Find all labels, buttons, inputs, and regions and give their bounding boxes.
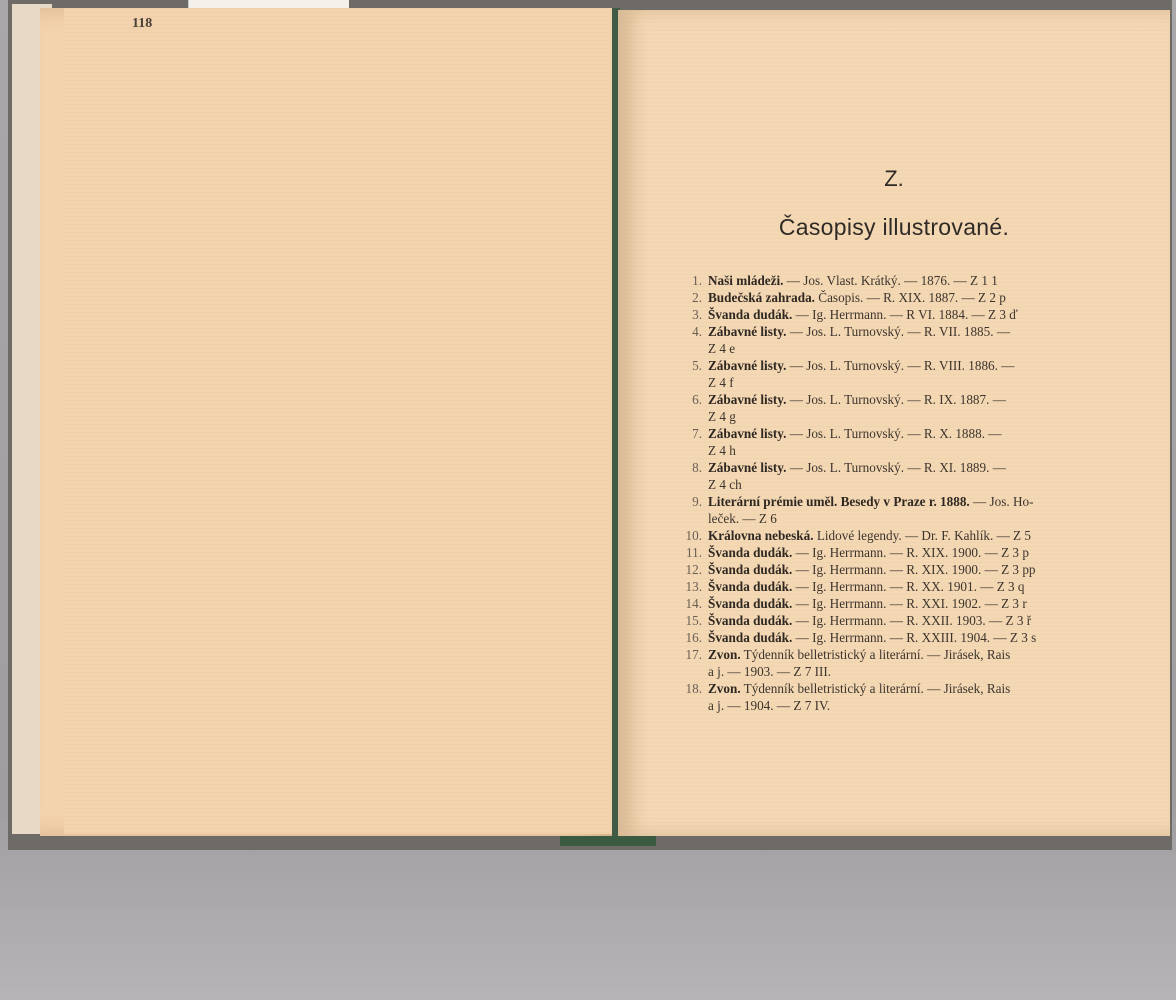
entry-title: Zábavné listy. xyxy=(708,426,787,441)
entry-number: 11. xyxy=(686,545,702,560)
entry-continuation: Z 4 e xyxy=(708,341,736,356)
entry-body xyxy=(708,357,1140,391)
entry-body xyxy=(708,578,1140,595)
list-item xyxy=(670,357,1140,391)
entry-title: Zábavné listy. xyxy=(708,460,787,475)
entry-number: 16. xyxy=(685,630,702,645)
list-item xyxy=(670,272,1140,289)
list-item xyxy=(670,629,1140,646)
list-item xyxy=(670,595,1140,612)
left-page xyxy=(64,8,614,834)
entry-continuation: a j. — 1904. — Z 7 IV. xyxy=(708,698,831,713)
entry-details: Týdenník belletristický a literární. — Jirásek, Rais xyxy=(740,647,1011,662)
section-letter: Z. xyxy=(884,166,904,191)
entry-details: — Ig. Herrmann. — R. XXI. 1902. — Z 3 r xyxy=(792,596,1027,611)
list-item xyxy=(670,612,1140,629)
list-item xyxy=(670,459,1140,493)
entry-details: — Jos. L. Turnovský. — R. XI. 1889. — xyxy=(786,460,1006,475)
entry-title: Švanda dudák. xyxy=(708,307,793,322)
entry-title: Zvon. xyxy=(708,681,741,696)
list-item xyxy=(670,425,1140,459)
entry-title: Švanda dudák. xyxy=(708,613,793,628)
page-number: 118 xyxy=(132,16,153,31)
entry-body xyxy=(708,680,1140,714)
spine-bottom xyxy=(560,836,656,846)
entry-details: — Jos. L. Turnovský. — R. X. 1888. — xyxy=(786,426,1002,441)
entry-details: — Ig. Herrmann. — R. XX. 1901. — Z 3 q xyxy=(792,579,1025,594)
entry-number: 8. xyxy=(692,460,702,475)
section-title: Časopisy illustrované. xyxy=(778,214,1010,240)
entry-continuation: Z 4 ch xyxy=(708,477,742,492)
entry-line xyxy=(708,306,1140,323)
entry-title: Zábavné listy. xyxy=(708,392,787,407)
entry-body xyxy=(708,561,1140,578)
entry-title: Zvon. xyxy=(708,647,741,662)
entry-continuation: Z 4 f xyxy=(708,375,734,390)
list-item xyxy=(670,493,1140,527)
entry-title: Švanda dudák. xyxy=(708,579,793,594)
entry-continuation: Z 4 g xyxy=(708,409,736,424)
entry-line xyxy=(708,561,1140,578)
entry-details: — Ig. Herrmann. — R VI. 1884. — Z 3 ď xyxy=(792,307,1018,322)
list-item xyxy=(670,561,1140,578)
list-item xyxy=(670,306,1140,323)
entry-body xyxy=(708,527,1140,544)
entry-body xyxy=(708,459,1140,493)
list-item xyxy=(670,289,1140,306)
entry-line xyxy=(708,357,1140,374)
entry-number: 4. xyxy=(692,324,702,339)
entry-line xyxy=(708,646,1140,663)
entry-continuation: leček. — Z 6 xyxy=(708,511,777,526)
entry-body xyxy=(708,272,1140,289)
entry-title: Švanda dudák. xyxy=(708,562,793,577)
list-item xyxy=(670,680,1140,714)
entry-number: 9. xyxy=(692,494,702,509)
entry-line xyxy=(708,527,1140,544)
list-item xyxy=(670,527,1140,544)
entry-line xyxy=(708,595,1140,612)
list-item xyxy=(670,544,1140,561)
entry-body xyxy=(708,306,1140,323)
entry-line xyxy=(708,578,1140,595)
entry-body xyxy=(708,595,1140,612)
entry-number: 2. xyxy=(692,290,702,305)
entry-title: Zábavné listy. xyxy=(708,358,787,373)
list-item xyxy=(670,578,1140,595)
entry-title: Zábavné listy. xyxy=(708,324,787,339)
entry-title: Švanda dudák. xyxy=(708,545,793,560)
entry-body xyxy=(708,629,1140,646)
entry-number: 14. xyxy=(685,596,702,611)
entry-line xyxy=(708,629,1140,646)
entry-number: 7. xyxy=(692,426,702,441)
entry-continuation: Z 4 h xyxy=(708,443,736,458)
entry-title: Budečská zahrada. xyxy=(708,290,815,305)
list-item xyxy=(670,646,1140,680)
entry-details: — Jos. L. Turnovský. — R. VII. 1885. — xyxy=(786,324,1011,339)
entry-number: 3. xyxy=(692,307,702,322)
entry-details: — Jos. L. Turnovský. — R. IX. 1887. — xyxy=(786,392,1006,407)
entry-number: 10. xyxy=(685,528,702,543)
entry-line xyxy=(708,680,1140,697)
entry-number: 17. xyxy=(685,647,702,662)
right-page xyxy=(618,10,1170,836)
entry-line xyxy=(708,459,1140,476)
entry-details: Časopis. — R. XIX. 1887. — Z 2 p xyxy=(814,290,1006,305)
entry-title: Královna nebeská. xyxy=(708,528,814,543)
entry-line xyxy=(708,544,1140,561)
entry-list xyxy=(670,272,1140,714)
list-item xyxy=(670,391,1140,425)
entry-body xyxy=(708,646,1140,680)
entry-body xyxy=(708,544,1140,561)
entry-details: Lidové legendy. — Dr. F. Kahlík. — Z 5 xyxy=(813,528,1031,543)
entry-body xyxy=(708,612,1140,629)
entry-line xyxy=(708,612,1140,629)
entry-body xyxy=(708,323,1140,357)
entry-line xyxy=(708,493,1140,510)
entry-details: — Ig. Herrmann. — R. XIX. 1900. — Z 3 p xyxy=(792,545,1029,560)
entry-details: — Ig. Herrmann. — R. XXIII. 1904. — Z 3 s xyxy=(792,630,1037,645)
entry-line xyxy=(708,289,1140,306)
entry-details: — Jos. Vlast. Krátký. — 1876. — Z 1 1 xyxy=(783,273,998,288)
entry-body xyxy=(708,391,1140,425)
entry-body xyxy=(708,289,1140,306)
entry-details: — Ig. Herrmann. — R. XXII. 1903. — Z 3 ř xyxy=(792,613,1032,628)
entry-title: Švanda dudák. xyxy=(708,630,793,645)
entry-details: — Ig. Herrmann. — R. XIX. 1900. — Z 3 pp xyxy=(792,562,1036,577)
entry-title: Švanda dudák. xyxy=(708,596,793,611)
entry-line xyxy=(708,272,1140,289)
entry-body xyxy=(708,425,1140,459)
entry-title: Literární prémie uměl. Besedy v Praze r. 1888. xyxy=(708,494,970,509)
entry-details: — Jos. L. Turnovský. — R. VIII. 1886. — xyxy=(786,358,1015,373)
entry-number: 6. xyxy=(692,392,702,407)
entry-number: 5. xyxy=(692,358,702,373)
entry-continuation: a j. — 1903. — Z 7 III. xyxy=(708,664,832,679)
entry-number: 15. xyxy=(685,613,702,628)
entry-line xyxy=(708,391,1140,408)
list-item xyxy=(670,323,1140,357)
entry-number: 13. xyxy=(685,579,702,594)
entry-number: 18. xyxy=(685,681,702,696)
entry-line xyxy=(708,323,1140,340)
entry-number: 1. xyxy=(692,273,702,288)
entry-body xyxy=(708,493,1140,527)
entry-details: — Jos. Ho- xyxy=(969,494,1034,509)
entry-title: Naši mládeži. xyxy=(708,273,784,288)
entry-number: 12. xyxy=(685,562,702,577)
entry-details: Týdenník belletristický a literární. — Jirásek, Rais xyxy=(740,681,1011,696)
entry-line xyxy=(708,425,1140,442)
